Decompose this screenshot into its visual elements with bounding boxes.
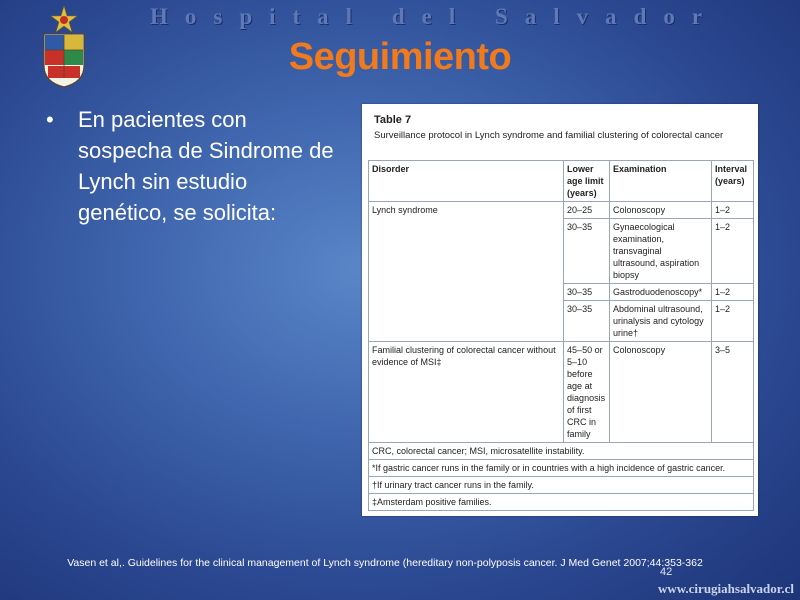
table-row <box>369 342 754 443</box>
header-interval: Interval (years) <box>711 161 753 202</box>
age-cell: 30–35 <box>564 301 610 342</box>
slide-title: Seguimiento <box>288 36 512 78</box>
bullet-icon: • <box>46 107 54 132</box>
star-icon <box>51 6 77 32</box>
header-examination: Examination <box>610 161 712 202</box>
disorder-cell: Familial clustering of colorectal cancer without evidence of MSI‡ <box>369 342 564 443</box>
footnote-row <box>369 443 754 460</box>
interval-cell: 1–2 <box>711 284 753 301</box>
surveillance-table <box>368 160 754 511</box>
exam-cell: Abdominal ultrasound, urinalysis and cytology urine† <box>610 301 712 342</box>
interval-cell: 3–5 <box>711 342 753 443</box>
exam-cell: Gastroduodenoscopy* <box>610 284 712 301</box>
footnote: CRC, colorectal cancer; MSI, microsatellite instability. <box>369 443 754 460</box>
age-cell: 45–50 or 5–10 before age at diagnosis of first CRC in family <box>564 342 610 443</box>
disorder-cell: Lynch syndrome <box>369 202 564 342</box>
table-row <box>369 202 754 219</box>
exam-cell: Gynaecological examination, transvaginal ultrasound, aspiration biopsy <box>610 219 712 284</box>
surveillance-table-figure <box>362 104 758 516</box>
interval-cell: 1–2 <box>711 202 753 219</box>
footnote: †If urinary tract cancer runs in the family. <box>369 477 754 494</box>
age-cell: 20–25 <box>564 202 610 219</box>
age-cell: 30–35 <box>564 284 610 301</box>
table-label: Table 7 <box>374 114 412 126</box>
table-caption: Surveillance protocol in Lynch syndrome and familial clustering of colorectal cancer <box>374 130 724 141</box>
site-url: www.cirugiahsalvador.cl <box>657 581 794 596</box>
bullet-text: En pacientes con sospecha de Sindrome de Lynch sin estudio genético, se solicita: <box>78 107 334 225</box>
footnote-row <box>369 477 754 494</box>
header-age: Lower age limit (years) <box>564 161 610 202</box>
footnote: *If gastric cancer runs in the family or in countries with a high incidence of gastric cancer. <box>369 460 754 477</box>
interval-cell: 1–2 <box>711 301 753 342</box>
footnote-row <box>369 460 754 477</box>
table-header-row <box>369 161 754 202</box>
exam-cell: Colonoscopy <box>610 342 712 443</box>
footnote-row <box>369 494 754 511</box>
header-disorder: Disorder <box>369 161 564 202</box>
footnote: ‡Amsterdam positive families. <box>369 494 754 511</box>
age-cell: 30–35 <box>564 219 610 284</box>
citation: Vasen et al,. Guidelines for the clinical management of Lynch syndrome (hereditary non-polyposis cancer. J Med Genet 2007;44:353-362 <box>67 557 703 569</box>
exam-cell: Colonoscopy <box>610 202 712 219</box>
page-number: 42 <box>660 566 673 578</box>
hospital-header: Hospital del Salvador <box>150 4 720 29</box>
interval-cell: 1–2 <box>711 219 753 284</box>
